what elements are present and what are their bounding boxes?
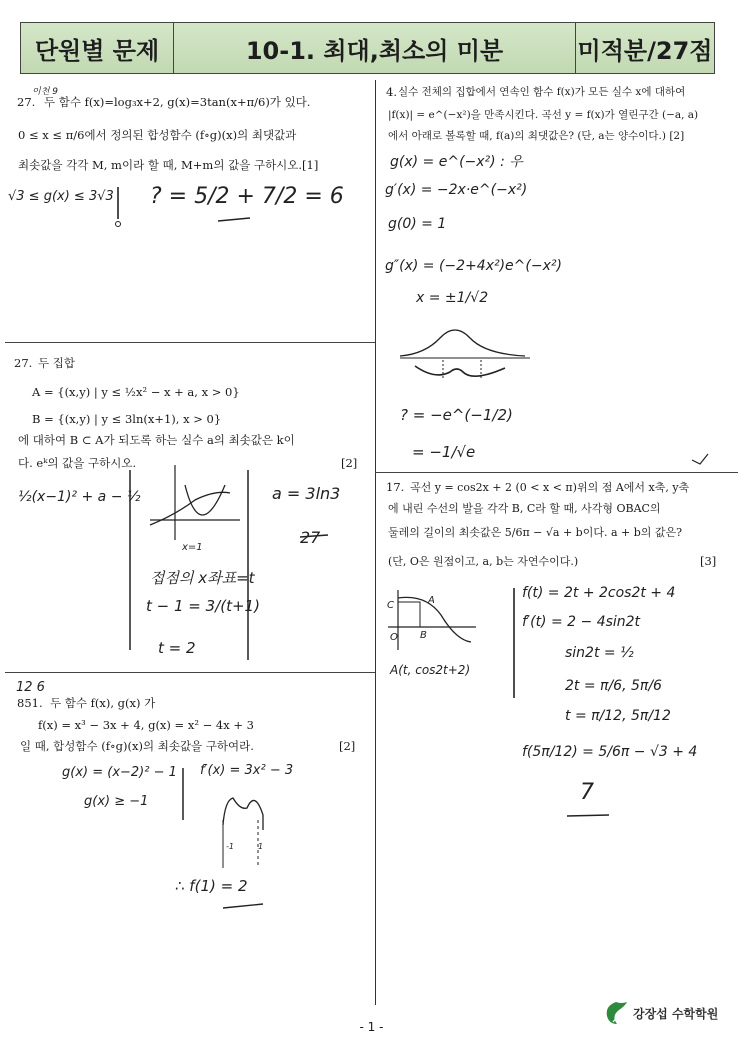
p5-number: 17.: [386, 480, 405, 494]
page-number: - 1 -: [359, 1020, 384, 1034]
p4-line3: 에서 아래로 볼록할 때, f(a)의 최댓값은? (단, a는 양수이다.) [2]: [388, 130, 685, 142]
p5-answer-underline: [565, 810, 615, 822]
p5-hw-b: B: [420, 630, 427, 641]
academy-logo: [603, 1000, 718, 1026]
p3-hw-answer: ∴ f(1) = 2: [175, 877, 248, 895]
p5-hw-sin: sin2t = ½: [565, 645, 634, 661]
header-left: 단원별 문제: [21, 23, 174, 73]
p4-hw-ans2: = −1/√e: [412, 443, 476, 461]
p2-hw-tangent: 접점의 x좌표=t: [150, 569, 255, 587]
p2-hw-eq: t − 1 = 3/(t+1): [146, 597, 260, 615]
p1-line2: 0 ≤ x ≤ π/6에서 정의된 합성함수 (f∘g)(x)의 최댓값과: [18, 128, 297, 142]
p4-hw-gdouble: g″(x) = (−2+4x²)e^(−x²): [385, 258, 562, 274]
row-divider-left-2: [5, 672, 375, 673]
p5-hw-t: t = π/12, 5π/12: [565, 708, 671, 724]
leaf-logo-icon: [603, 1000, 629, 1026]
p2-set-a: A = {(x,y) | y ≤ ½x² − x + a, x > 0}: [32, 385, 240, 399]
p2-line5: 다. eᵏ의 값을 구하시오.: [18, 456, 137, 470]
p4-hw-x: x = ±1/√2: [416, 290, 489, 306]
p5-hw-f: f(t) = 2t + 2cos2t + 4: [522, 585, 676, 601]
p2-hw-x1: x=1: [182, 542, 203, 553]
p3-line1: 두 함수 f(x), g(x) 가: [50, 696, 156, 710]
p3-hw-1: 1: [258, 842, 264, 851]
p4-hw-ans1: ? = −e^(−1/2): [400, 406, 513, 424]
p3-hw-g: g(x) = (x−2)² − 1: [62, 765, 177, 780]
p2-hw-expr: ½(x−1)² + a − ½: [18, 489, 141, 505]
p1-line3: 최솟값을 각각 M, m이라 할 때, M+m의 값을 구하시오.[1]: [18, 158, 319, 172]
page-header: [20, 22, 715, 74]
p4-hw-gprime: g′(x) = −2x·e^(−x²): [385, 182, 528, 198]
p5-hw-answer: 7: [580, 780, 594, 805]
p1-hw-range: √3 ≤ g(x) ≤ 3√3: [8, 189, 114, 204]
p4-line1: 실수 전체의 집합에서 연속인 함수 f(x)가 모든 실수 x에 대하여: [398, 86, 686, 98]
p5-hw-value: f(5π/12) = 5/6π − √3 + 4: [522, 744, 698, 760]
p3-hw-minus1: -1: [226, 842, 234, 851]
p3-line2: f(x) = x³ − 3x + 4, g(x) = x² − 4x + 3: [38, 718, 254, 732]
p2-hw-a: a = 3ln3: [272, 484, 341, 503]
header-title: 10-1. 최대,최소의 미분: [174, 23, 576, 73]
p5-hw-2t: 2t = π/6, 5π/6: [565, 678, 662, 694]
p3-line3: 일 때, 합성함수 (f∘g)(x)의 최솟값을 구하여라.: [20, 739, 254, 753]
p2-score: [2]: [341, 456, 358, 470]
p3-sketch: [175, 760, 285, 920]
p1-handwritten-note: 이천 9: [32, 87, 58, 97]
row-divider-left-1: [5, 342, 375, 343]
p5-line3: 둘레의 길이의 최솟값은 5/6π − √a + b이다. a + b의 값은?: [388, 526, 683, 539]
p5-hw-o: O: [390, 632, 398, 643]
p5-hw-a: A: [428, 595, 435, 606]
p2-line4: 에 대하여 B ⊂ A가 되도록 하는 실수 a의 최솟값은 k이: [18, 433, 295, 447]
p1-hw-answer: ? = 5/2 + 7/2 = 6: [150, 184, 344, 209]
p4-hw-g0: g(0) = 1: [388, 216, 447, 232]
p5-line4: (단, O은 원점이고, a, b는 자연수이다.): [388, 555, 579, 568]
p3-hw-fprime: f′(x) = 3x² − 3: [200, 763, 294, 778]
p5-hw-c: C: [387, 600, 394, 611]
p2-graph-sketch: [130, 455, 380, 670]
p2-number: 27.: [14, 356, 33, 370]
p5-line1: 곡선 y = cos2x + 2 (0 < x < π)위의 점 A에서 x축, y축: [410, 481, 690, 494]
p3-hw-range: g(x) ≥ −1: [84, 794, 149, 809]
p5-line2: 에 내린 수선의 발을 각각 B, C라 할 때, 사각형 OBAC의: [388, 502, 661, 515]
row-divider-right-1: [375, 472, 738, 473]
p5-sketch: [386, 580, 521, 700]
p4-hw-g: g(x) = e^(−x²) : 우: [390, 154, 523, 170]
p5-hw-fprime: f′(t) = 2 − 4sin2t: [522, 614, 641, 630]
p4-line2: |f(x)| = e^(−x²)을 만족시킨다. 곡선 y = f(x)가 열린구간 (−a, a): [388, 109, 699, 121]
p1-sketch: [110, 185, 260, 230]
p2-hw-answer: 27: [300, 528, 321, 547]
p2-set-b: B = {(x,y) | y ≤ 3ln(x+1), x > 0}: [32, 412, 222, 426]
p2-hw-t: t = 2: [158, 639, 196, 657]
p4-check-mark: [690, 450, 720, 470]
logo-text: 강장섭 수학학원: [633, 1006, 719, 1021]
p3-score: [2]: [339, 739, 356, 753]
p5-hw-point: A(t, cos2t+2): [390, 663, 471, 677]
p2-line1: 두 집합: [38, 356, 75, 370]
p4-bell-sketch: [395, 320, 535, 385]
p3-number: 851.: [17, 696, 43, 710]
header-right: 미적분/27점: [577, 36, 713, 65]
p5-score: [3]: [700, 554, 717, 568]
p4-number: 4.: [386, 85, 397, 99]
p1-number: 27.: [17, 95, 36, 109]
p1-line1: 두 함수 f(x)=log₃x+2, g(x)=3tan(x+π/6)가 있다.: [44, 95, 311, 109]
p3-handwritten-note: 12 6: [16, 680, 45, 695]
